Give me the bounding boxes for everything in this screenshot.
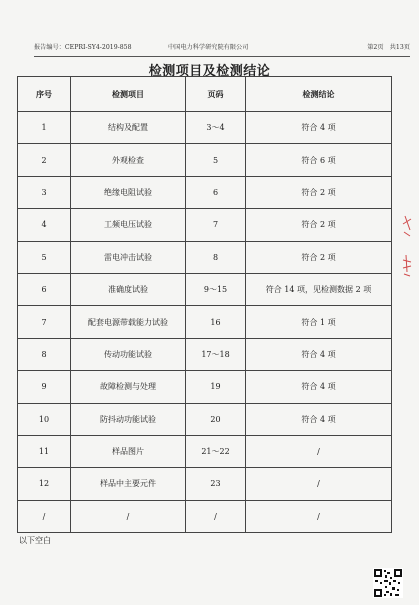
test-item: 传动功能试验 (71, 338, 186, 370)
column-header: 页码 (186, 77, 246, 112)
test-item: 样品图片 (71, 435, 186, 467)
page-range: 21～22 (186, 435, 246, 467)
test-item: 准确度试验 (71, 273, 186, 305)
table-row (18, 403, 392, 435)
conclusion: 符合 4 项 (246, 112, 392, 144)
conclusion: 符合 4 项 (246, 338, 392, 370)
row-index: 7 (18, 306, 71, 338)
row-index: 6 (18, 273, 71, 305)
table-row (18, 306, 392, 338)
row-index: 8 (18, 338, 71, 370)
page-title: 检测项目及检测结论 (148, 64, 271, 79)
page-range: 19 (186, 371, 246, 403)
institute-name: 中国电力科学研究院有限公司 (168, 44, 249, 51)
column-header: 检测结论 (246, 77, 392, 112)
table-row (18, 209, 392, 241)
conclusion: 符合 1 项 (246, 306, 392, 338)
page-range: 9～15 (186, 273, 246, 305)
table-row (18, 176, 392, 208)
test-item: 工频电压试验 (71, 209, 186, 241)
test-item: 配套电源带载能力试验 (71, 306, 186, 338)
table-row (18, 241, 392, 273)
row-index: 10 (18, 403, 71, 435)
row-index: 5 (18, 241, 71, 273)
results-table (17, 76, 392, 533)
table-row (18, 112, 392, 144)
seal-stamp-icon (398, 210, 416, 290)
header-divider (34, 56, 410, 57)
row-index: 2 (18, 144, 71, 176)
row-index: 11 (18, 435, 71, 467)
conclusion: 符合 6 项 (246, 144, 392, 176)
page-range: / (186, 500, 246, 532)
table-row (18, 435, 392, 467)
column-header: 序号 (18, 77, 71, 112)
page-header (34, 41, 410, 55)
conclusion: / (246, 500, 392, 532)
conclusion: 符合 2 项 (246, 241, 392, 273)
test-item: 外观检查 (71, 144, 186, 176)
page-range: 6 (186, 176, 246, 208)
row-index: 3 (18, 176, 71, 208)
table-row (18, 500, 392, 532)
row-index: 12 (18, 468, 71, 500)
page-range: 16 (186, 306, 246, 338)
page-range: 8 (186, 241, 246, 273)
end-note: 以下空白 (19, 536, 51, 545)
row-index: 9 (18, 371, 71, 403)
page-range: 17～18 (186, 338, 246, 370)
table-row (18, 338, 392, 370)
table-row (18, 144, 392, 176)
page-range: 5 (186, 144, 246, 176)
conclusion: / (246, 468, 392, 500)
conclusion: 符合 4 项 (246, 403, 392, 435)
test-item: / (71, 500, 186, 532)
page-range: 20 (186, 403, 246, 435)
page-range: 7 (186, 209, 246, 241)
conclusion: 符合 14 项，见检测数据 2 项 (246, 273, 392, 305)
row-index: / (18, 500, 71, 532)
column-header: 检测项目 (71, 77, 186, 112)
conclusion: 符合 2 项 (246, 176, 392, 208)
table-header-row (18, 77, 392, 112)
conclusion: 符合 2 项 (246, 209, 392, 241)
page-info: 第2页 共13页 (367, 44, 410, 51)
page-range: 23 (186, 468, 246, 500)
test-item: 雷电冲击试验 (71, 241, 186, 273)
conclusion: 符合 4 项 (246, 371, 392, 403)
test-item: 绝缘电阻试验 (71, 176, 186, 208)
test-item: 防抖动功能试验 (71, 403, 186, 435)
table-row (18, 273, 392, 305)
row-index: 4 (18, 209, 71, 241)
page-range: 3～4 (186, 112, 246, 144)
test-item: 结构及配置 (71, 112, 186, 144)
table-row (18, 468, 392, 500)
qr-code-icon (373, 568, 403, 598)
test-item: 样品中主要元件 (71, 468, 186, 500)
conclusion: / (246, 435, 392, 467)
report-number: 报告编号：CEPRI-SY4-2019-858 (34, 44, 132, 51)
row-index: 1 (18, 112, 71, 144)
test-item: 故障检测与处理 (71, 371, 186, 403)
table-row (18, 371, 392, 403)
